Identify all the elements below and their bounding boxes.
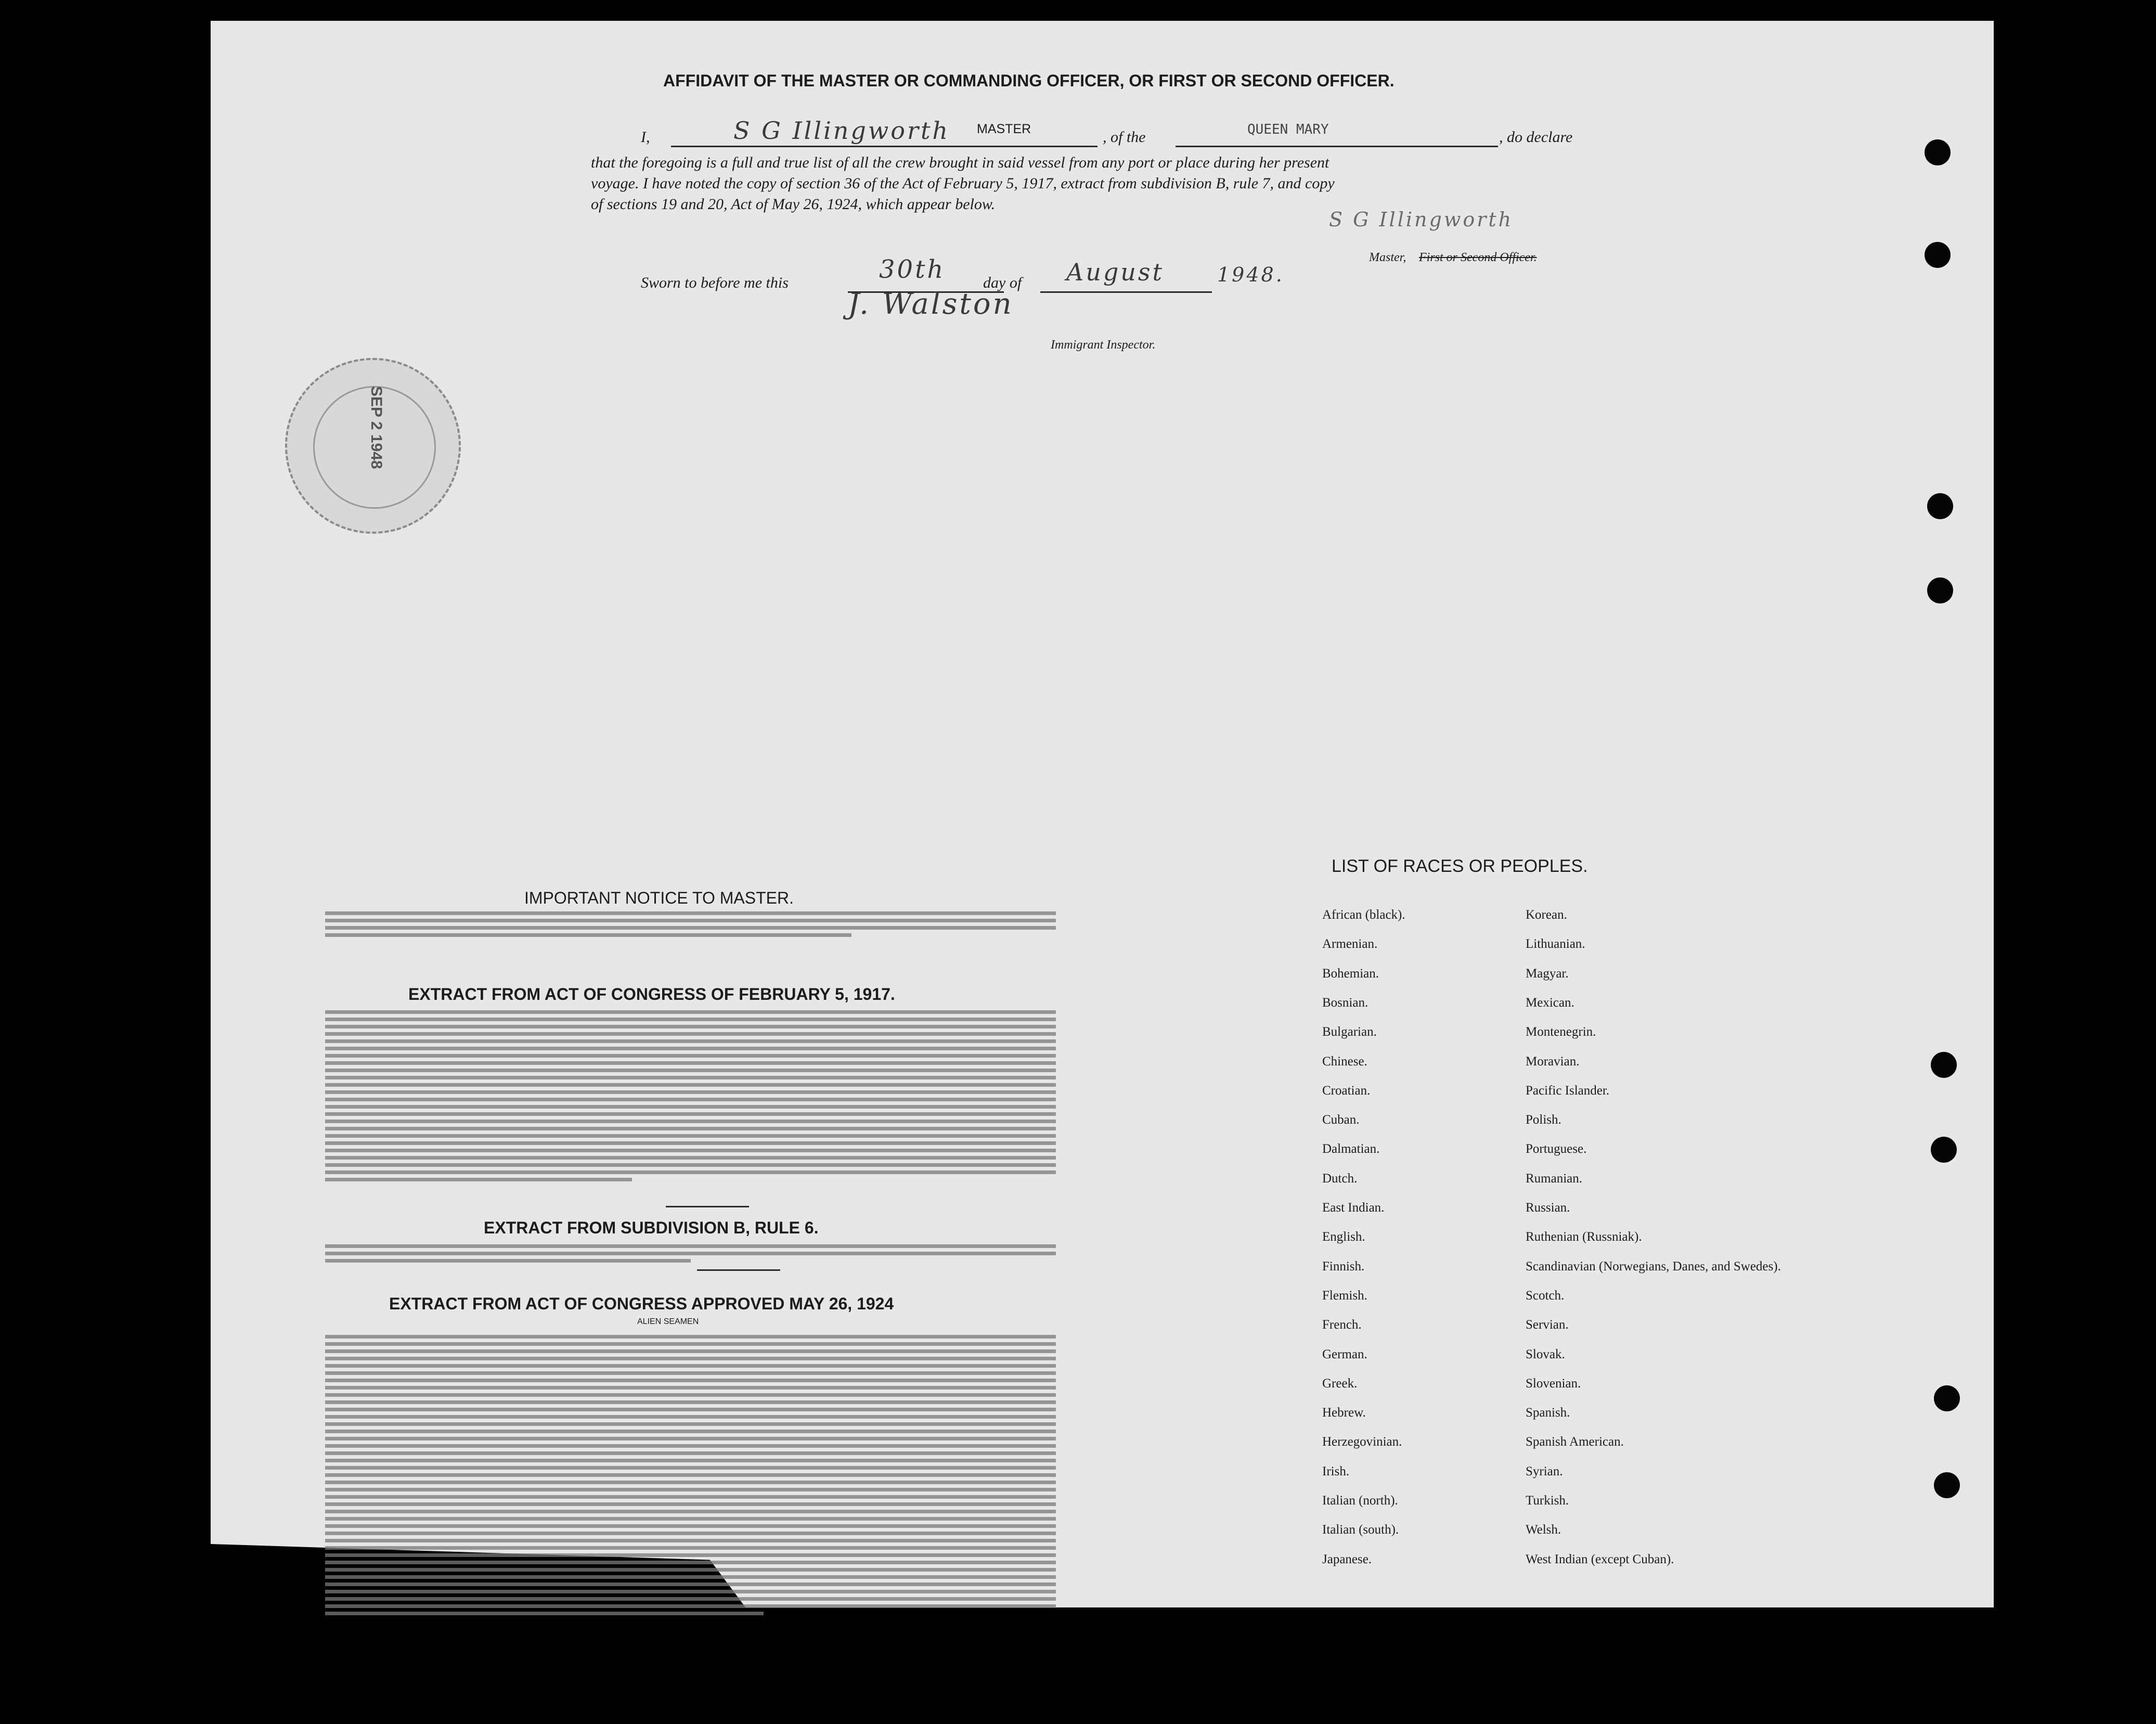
race-item: Bulgarian. — [1322, 1025, 1377, 1039]
section-divider — [697, 1269, 780, 1271]
race-item: Flemish. — [1322, 1288, 1367, 1303]
race-item: Mexican. — [1526, 995, 1574, 1010]
race-item: French. — [1322, 1318, 1362, 1332]
date-stamp — [285, 358, 461, 534]
rule6-body — [325, 1244, 1056, 1266]
punch-hole — [1931, 1137, 1957, 1163]
act-1924-subtitle: ALIEN SEAMEN — [637, 1317, 699, 1326]
race-item: German. — [1322, 1347, 1367, 1361]
punch-hole — [1925, 139, 1951, 165]
punch-hole — [1925, 242, 1951, 268]
race-item: Italian (south). — [1322, 1523, 1399, 1537]
race-item: Welsh. — [1526, 1523, 1561, 1537]
master-name: S G Illingworth — [733, 117, 950, 145]
day-of-label: day of — [983, 274, 1022, 291]
master-name-line — [671, 146, 1098, 147]
punch-hole — [1927, 577, 1953, 603]
race-item: Croatian. — [1322, 1083, 1371, 1098]
inspector-label: Immigrant Inspector. — [1051, 338, 1156, 352]
affidavit-i: I, — [641, 128, 650, 146]
race-item: West Indian (except Cuban). — [1526, 1552, 1674, 1566]
race-item: Slovenian. — [1526, 1376, 1581, 1391]
race-item: Pacific Islander. — [1526, 1083, 1610, 1098]
race-item: Armenian. — [1322, 937, 1378, 951]
officer-label-struck: First or Second Officer. — [1419, 251, 1537, 264]
punch-hole — [1931, 1052, 1957, 1078]
act-1924-title: EXTRACT FROM ACT OF CONGRESS APPROVED MAY 26, 1924 — [389, 1294, 894, 1313]
affidavit-title: AFFIDAVIT OF THE MASTER OR COMMANDING OFFICER, OR FIRST OR SECOND OFFICER. — [663, 71, 1395, 90]
race-item: Bosnian. — [1322, 995, 1369, 1010]
race-item: Spanish American. — [1526, 1435, 1624, 1449]
race-item: Cuban. — [1322, 1113, 1360, 1127]
act-1917-body — [325, 1010, 1056, 1185]
race-item: Korean. — [1526, 908, 1567, 922]
race-item: Turkish. — [1526, 1494, 1569, 1508]
race-item: Scandinavian (Norwegians, Danes, and Swedes). — [1526, 1259, 1781, 1273]
race-item: African (black). — [1322, 908, 1405, 922]
vessel-name: QUEEN MARY — [1247, 122, 1329, 137]
race-item: Scotch. — [1526, 1288, 1565, 1303]
race-item: Polish. — [1526, 1113, 1561, 1127]
race-item: Finnish. — [1322, 1259, 1365, 1273]
race-item: Dalmatian. — [1322, 1142, 1380, 1156]
race-item: Ruthenian (Russniak). — [1526, 1230, 1642, 1244]
sworn-day: 30th — [879, 255, 946, 284]
affidavit-body-1: that the foregoing is a full and true list of all the crew brought in said vessel from any port or place during her present — [591, 154, 1329, 171]
race-item: Irish. — [1322, 1464, 1350, 1478]
month-line — [1040, 291, 1212, 293]
race-item: Magyar. — [1526, 966, 1569, 981]
of-the-label: , of the — [1103, 128, 1146, 146]
race-item: English. — [1322, 1230, 1365, 1244]
sworn-label: Sworn to before me this — [641, 274, 789, 291]
act-1917-title: EXTRACT FROM ACT OF CONGRESS OF FEBRUARY 5, 1917. — [408, 985, 895, 1003]
races-title: LIST OF RACES OR PEOPLES. — [1332, 856, 1588, 876]
sworn-month: August — [1066, 258, 1165, 286]
race-item: Rumanian. — [1526, 1171, 1583, 1186]
punch-hole — [1934, 1472, 1960, 1498]
affidavit-body-2: voyage. I have noted the copy of section 36 of the Act of February 5, 1917, extract from subdivision B, rule 7, and copy — [591, 175, 1335, 192]
sworn-year: 1948. — [1217, 263, 1284, 286]
race-item: Syrian. — [1526, 1464, 1563, 1478]
affidavit-body-3: of sections 19 and 20, Act of May 26, 1924, which appear below. — [591, 196, 996, 213]
section-divider — [666, 1206, 749, 1207]
race-item: Slovak. — [1526, 1347, 1565, 1361]
race-item: Montenegrin. — [1526, 1025, 1596, 1039]
race-item: Russian. — [1526, 1201, 1570, 1215]
race-item: Italian (north). — [1322, 1494, 1398, 1508]
master-signature: S G Illingworth — [1329, 208, 1514, 231]
race-item: Hebrew. — [1322, 1406, 1366, 1420]
rule6-title: EXTRACT FROM SUBDIVISION B, RULE 6. — [484, 1218, 819, 1237]
notice-title: IMPORTANT NOTICE TO MASTER. — [524, 889, 794, 907]
race-item: Lithuanian. — [1526, 937, 1585, 951]
race-item: East Indian. — [1322, 1201, 1385, 1215]
race-item: Spanish. — [1526, 1406, 1570, 1420]
declare-label: , do declare — [1499, 128, 1573, 146]
inspector-signature: J. Walston — [848, 287, 1014, 321]
race-item: Herzegovinian. — [1322, 1435, 1402, 1449]
punch-hole — [1927, 493, 1953, 519]
race-item: Chinese. — [1322, 1054, 1367, 1069]
notice-body — [325, 911, 1056, 941]
master-label: Master, — [1369, 251, 1406, 264]
race-item: Bohemian. — [1322, 966, 1379, 981]
stamp-date: SEP 2 1948 — [368, 386, 385, 469]
act-1924-body — [325, 1335, 1056, 1619]
race-item: Dutch. — [1322, 1171, 1358, 1186]
race-item: Moravian. — [1526, 1054, 1580, 1069]
race-item: Portuguese. — [1526, 1142, 1587, 1156]
master-rank: MASTER — [977, 122, 1031, 136]
race-item: Japanese. — [1322, 1552, 1372, 1566]
race-item: Servian. — [1526, 1318, 1569, 1332]
race-item: Greek. — [1322, 1376, 1358, 1391]
punch-hole — [1934, 1385, 1960, 1411]
vessel-line — [1176, 146, 1498, 147]
